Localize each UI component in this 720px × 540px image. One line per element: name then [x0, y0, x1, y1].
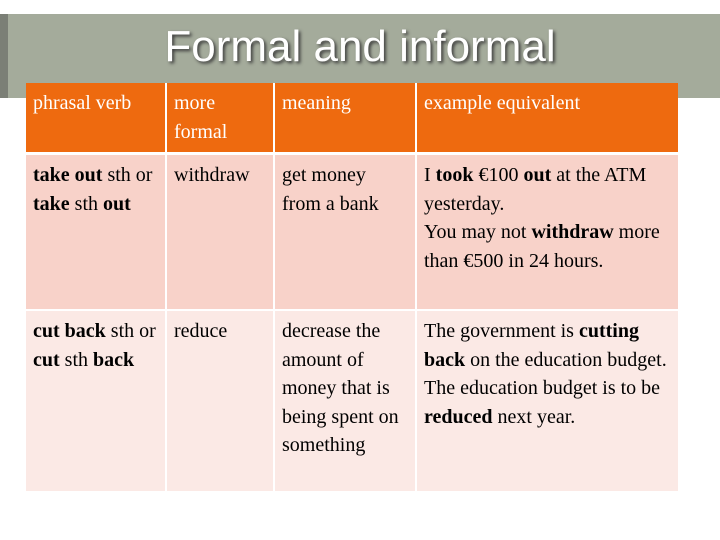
cell-phrasal-verb: [26, 155, 167, 311]
bold-text-run: out: [523, 164, 552, 186]
bold-text-run: take out: [33, 164, 103, 186]
example-sentence: [424, 317, 672, 374]
slide-title: Formal and informal: [164, 22, 556, 71]
cell-phrasal-verb: [26, 311, 167, 491]
text-run: sth or: [105, 320, 156, 342]
text-run: €100: [473, 164, 524, 186]
table-row: [26, 155, 678, 311]
bold-text-run: reduced: [424, 405, 493, 428]
cell-example: [417, 155, 678, 311]
text-run: The education budget is to be: [424, 377, 661, 399]
example-sentence: [424, 161, 672, 218]
cell-example: [417, 311, 678, 491]
text-run: sth: [69, 192, 104, 215]
header-example-equivalent: example equivalent: [417, 83, 678, 155]
example-sentence: [424, 374, 672, 431]
header-meaning: meaning: [275, 83, 417, 155]
bold-text-run: cutting back: [424, 320, 639, 371]
text-run: The government is: [424, 320, 579, 342]
phrasal-verb-table: [26, 83, 678, 491]
text-run: sth: [59, 348, 94, 371]
cell-meaning: get money from a bank: [275, 155, 417, 311]
table-header-row: [26, 83, 678, 155]
bold-text-run: cut back: [33, 320, 106, 342]
text-run: You may not: [424, 221, 532, 243]
bold-text-run: withdraw: [531, 221, 614, 243]
example-sentence: [424, 218, 672, 275]
text-run: I: [424, 164, 436, 186]
bold-text-run: out: [103, 192, 131, 215]
bold-text-run: take: [33, 192, 70, 215]
header-more-formal: more formal: [167, 83, 275, 155]
cell-more-formal: reduce: [167, 311, 275, 491]
cell-meaning: decrease the amount of money that is being spent on something: [275, 311, 417, 491]
bold-text-run: took: [435, 164, 474, 186]
text-run: on the education budget.: [465, 348, 667, 371]
cell-more-formal: withdraw: [167, 155, 275, 311]
text-run: sth or: [102, 164, 153, 186]
table-row: [26, 311, 678, 491]
text-run: next year.: [492, 405, 576, 428]
header-phrasal-verb: phrasal verb: [26, 83, 167, 155]
text-run: more than €500 in 24 hours.: [424, 221, 660, 272]
bold-text-run: cut: [33, 348, 60, 371]
text-run: at the ATM yesterday.: [424, 164, 647, 215]
bold-text-run: back: [93, 348, 135, 371]
